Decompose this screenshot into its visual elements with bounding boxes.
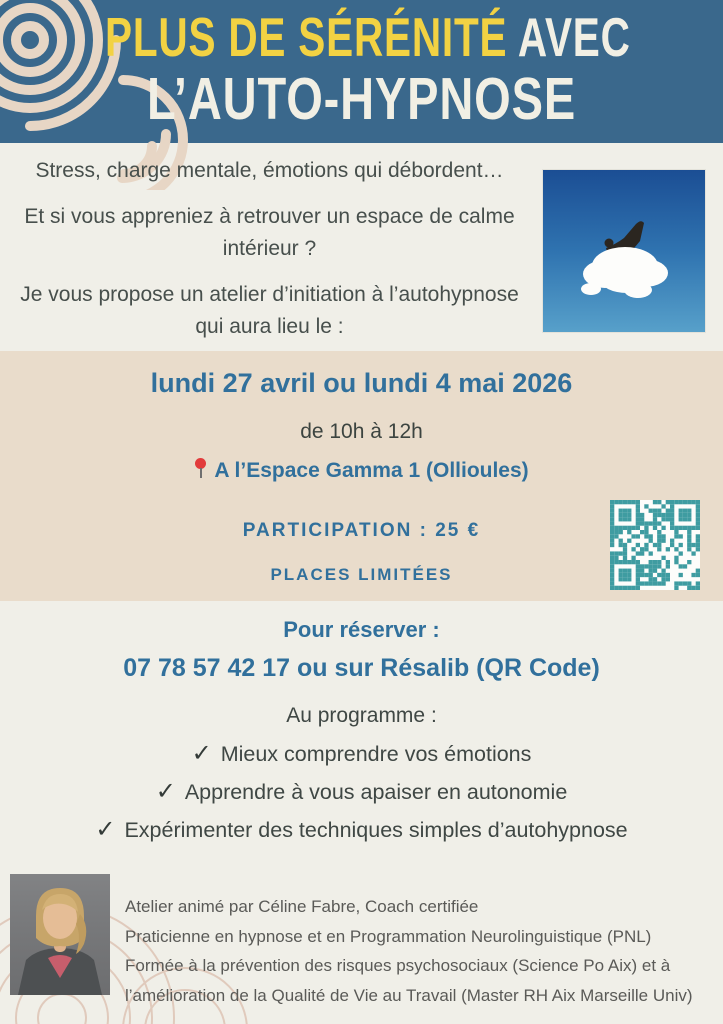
location-pin-icon: [194, 458, 207, 480]
event-date: lundi 27 avril ou lundi 4 mai 2026: [150, 368, 573, 398]
bio-line: Atelier animé par Céline Fabre, Coach certifiée: [125, 897, 479, 916]
intro-text: [12, 155, 527, 344]
intro-section: [0, 143, 723, 351]
checkmark-icon: ✓: [191, 740, 212, 767]
presenter-photo: [10, 874, 110, 995]
bio-line: Praticienne en hypnose et en Programmation Neurolinguistique (PNL): [125, 926, 652, 946]
program-item-text: Expérimenter des techniques simples d’autohypnose: [124, 818, 628, 842]
presenter-bio: [125, 892, 710, 1010]
participation-fee: PARTICIPATION : 25 €: [242, 520, 481, 541]
reserve-label: Pour réserver :: [283, 617, 440, 642]
booking-section: [0, 601, 723, 860]
program-item: [0, 773, 723, 811]
title-rest-text: AVEC: [507, 7, 631, 69]
flyer-title-line2: L’AUTO-HYPNOSE: [146, 65, 577, 132]
checkmark-icon: ✓: [155, 778, 176, 805]
intro-line2: Et si vous appreniez à retrouver un espace de calme intérieur ?: [24, 204, 515, 261]
intro-line1: Stress, charge mentale, émotions qui débordent…: [35, 159, 504, 182]
program-item-text: Mieux comprendre vos émotions: [220, 742, 532, 766]
flyer-title-line1: [86, 6, 650, 70]
bio-line: Formée à la prévention des risques psychosociaux (Science Po Aix) et à: [125, 956, 671, 975]
bio-line: l’amélioration de la Qualité de Vie au Travail (Master RH Aix Marseille Univ): [125, 985, 693, 1005]
title-accent-text: PLUS DE SÉRÉNITÉ: [104, 7, 508, 69]
event-details-band: [0, 351, 723, 601]
event-location: [30, 458, 693, 483]
program-list: [0, 735, 723, 849]
location-text: A l’Espace Gamma 1 (Ollioules): [214, 459, 529, 482]
event-time: de 10h à 12h: [300, 420, 423, 443]
intro-line3: Je vous propose un atelier d’initiation à l’autohypnose qui aura lieu le :: [20, 282, 519, 339]
program-item: [0, 811, 723, 849]
program-item-text: Apprendre à vous apaiser en autonomie: [184, 780, 568, 804]
program-heading: Au programme :: [286, 704, 437, 727]
qr-code-icon: [610, 500, 700, 590]
phone-line: 07 78 57 42 17 ou sur Résalib (QR Code): [123, 654, 600, 682]
program-item: [0, 735, 723, 773]
checkmark-icon: ✓: [95, 816, 116, 843]
places-limited: PLACES LIMITÉES: [270, 565, 453, 584]
cloud-person-image: [543, 170, 705, 332]
footer-section: [0, 860, 723, 1024]
